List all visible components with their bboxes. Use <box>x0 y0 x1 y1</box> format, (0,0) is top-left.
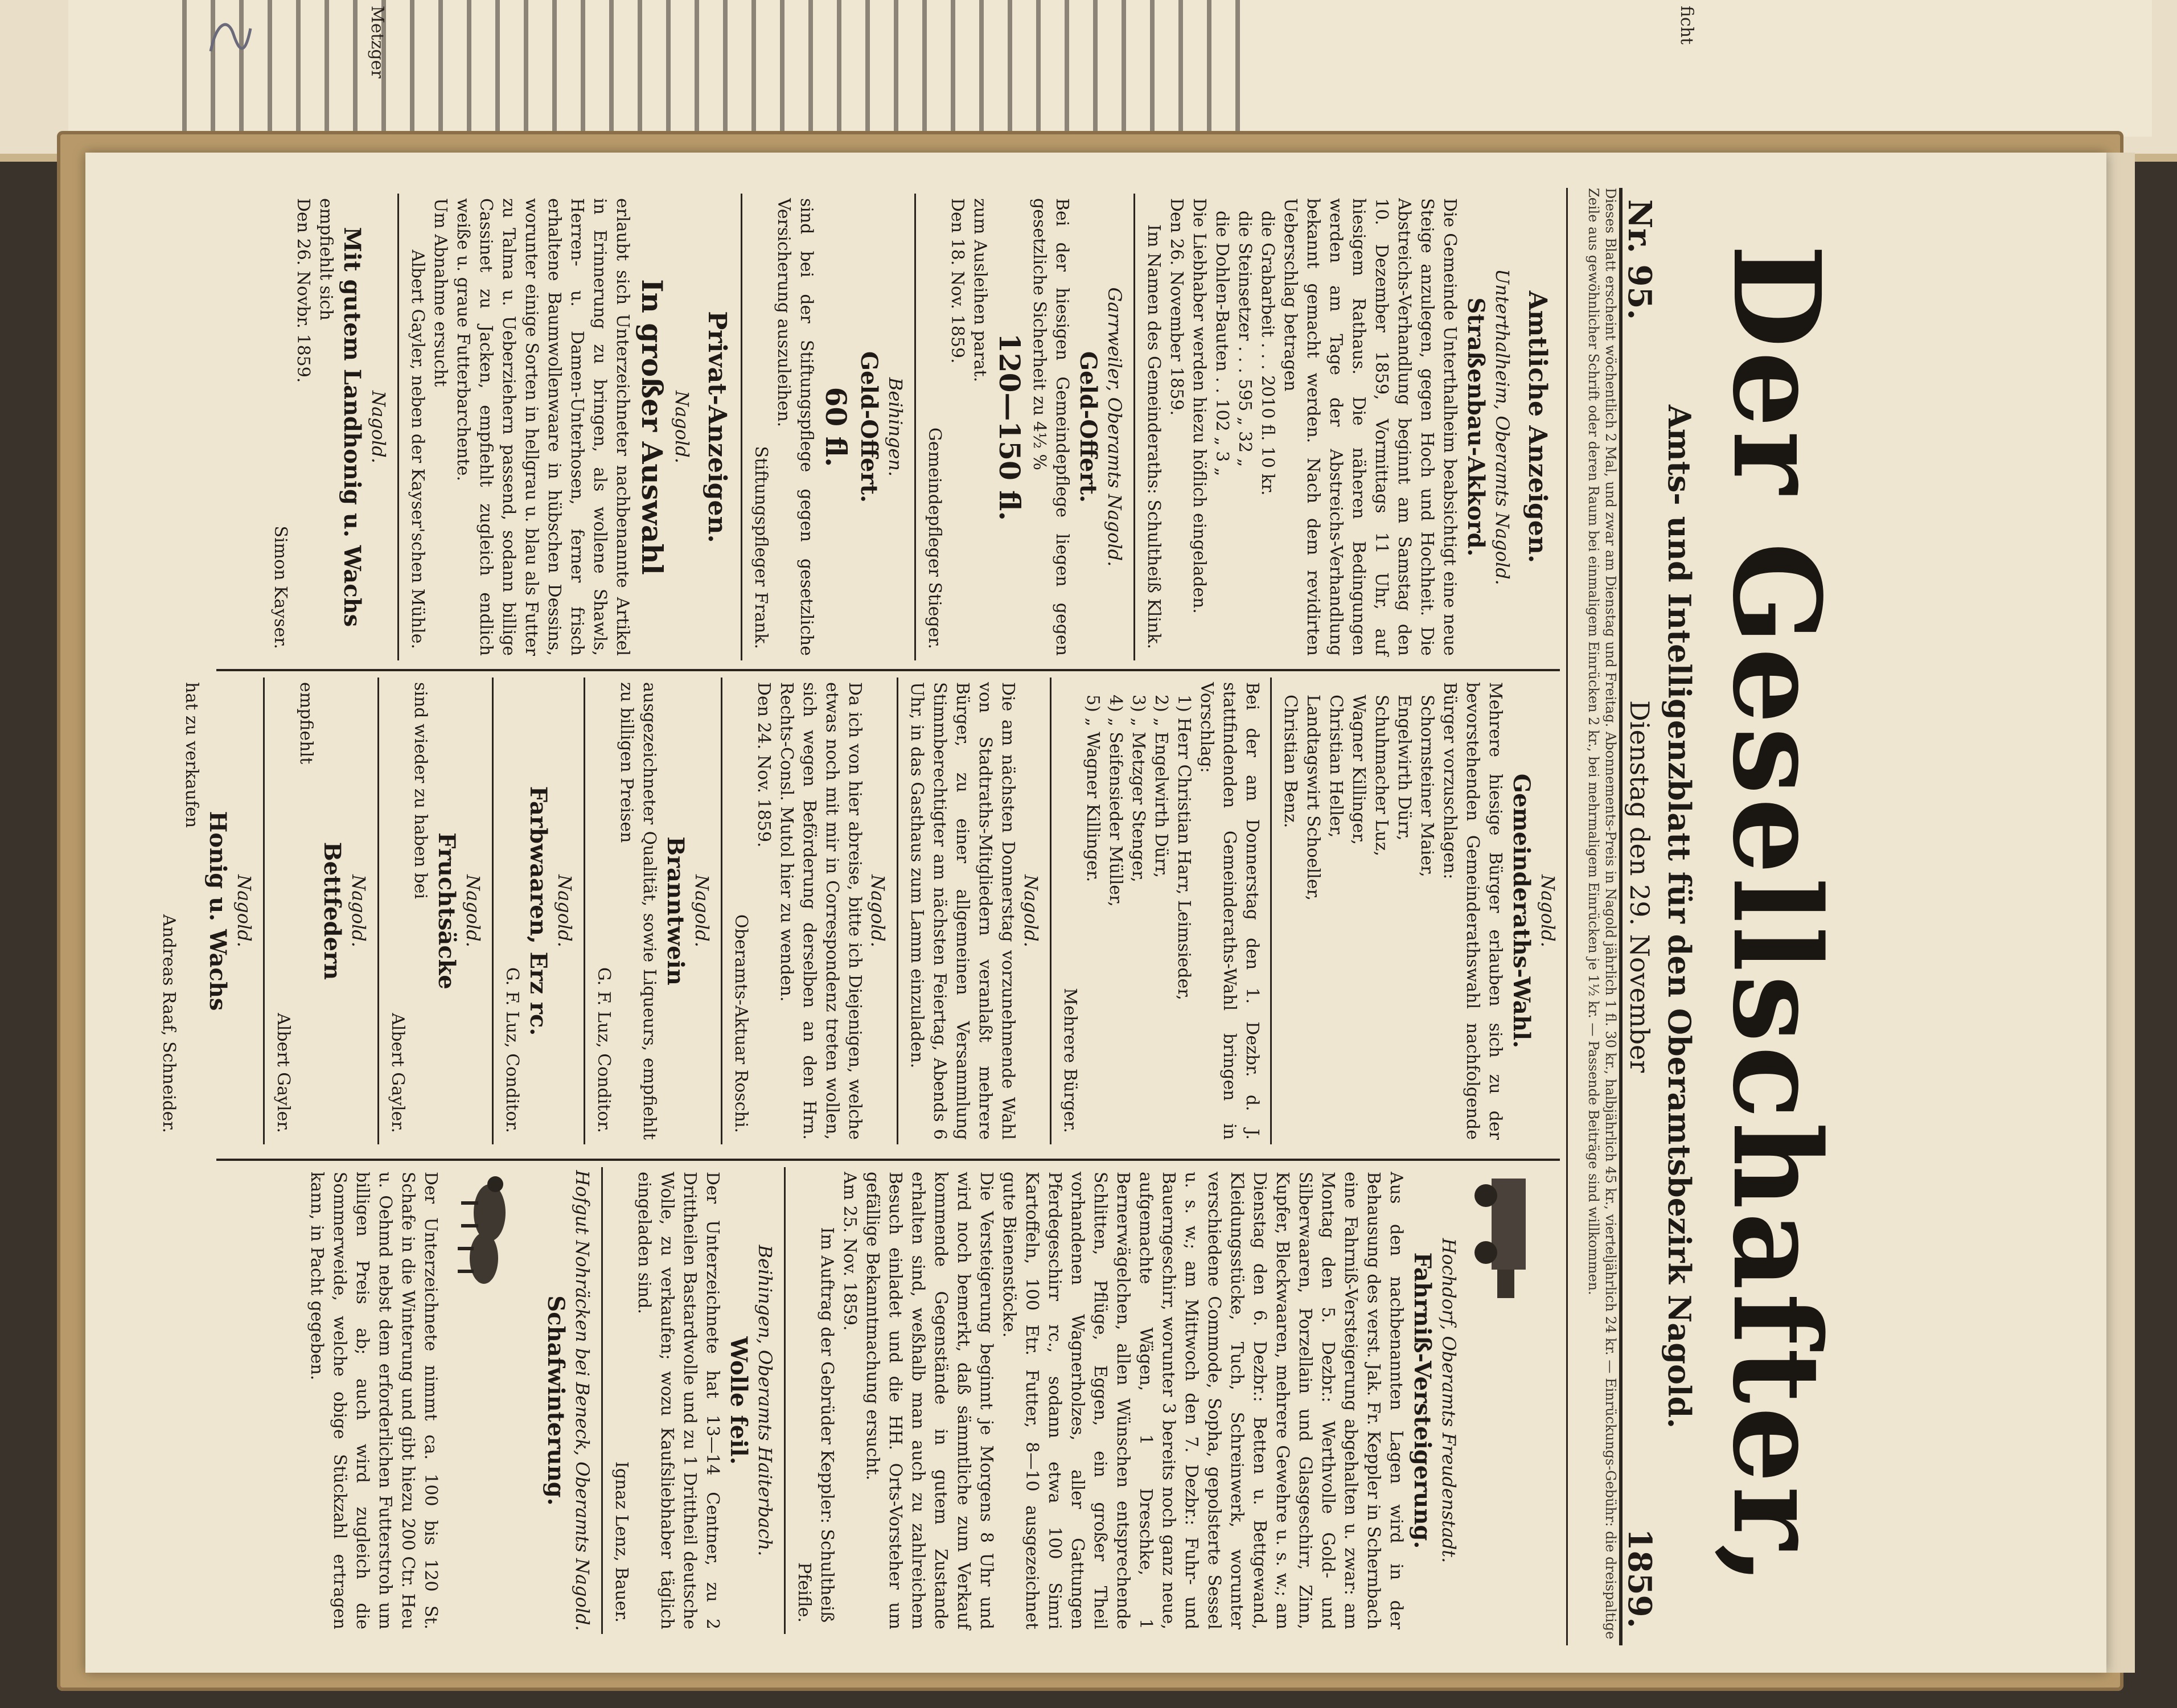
notice-place: Nagold. <box>233 874 255 947</box>
notice-text: Die Versteigerung beginnt je Morgens 8 Uhr und wird noch bemerkt, daß sämmtliche zum Verkauf kommende Gegenstände in gutem Zustande erhalten sind, weßhalb man auch zu zahlreichem Besuch einladet und die HH. Orts-Vorsteher um gefällige Bekanntmachung ersucht. <box>862 1172 996 1629</box>
notice-signature: Andreas Raaf, Schneider. <box>159 914 179 1133</box>
notice-signature: Simon Kayser. <box>270 525 290 649</box>
notice-heading: Geld-Offert. <box>1075 351 1102 503</box>
notice-text: sind wieder zu haben bei <box>410 682 430 900</box>
newspaper-subtitle: Amts- und Intelligenzblatt für den Oberamtsbezirk Nagold. <box>1661 404 1698 1429</box>
previous-page-fragment: Metzger <box>367 6 387 79</box>
notice-text: Bei der am Donnerstag den 1. Dezbr. d. J. stattfindenden Gemeinderaths-Wahl bringen in Vorschlag: <box>1197 682 1262 1140</box>
notice-signature: Albert Gayler. <box>273 1013 293 1133</box>
notice-text: Da ich von hier abreise, bitte ich Diejenigen, welche etwas noch mit mir in Correspondenz treten wollen, sich wegen Beförderung derselben an den Hrn. Rechts-Consl. Mutol hier zu wenden. <box>777 682 865 1140</box>
candidate: 5) „ Wagner Killinger. <box>1083 695 1103 882</box>
dateline <box>1619 188 1657 1645</box>
masthead <box>1585 188 1856 1645</box>
notice-signature: G. F. Luz, Conditor. <box>502 967 522 1133</box>
newspaper-page <box>85 153 2106 1673</box>
notice-text: Bei der hiesigen Gemeindepflege liegen gegen gesetzliche Sicherheit zu 4½ % <box>1029 198 1072 656</box>
issue-number: Nr. 95. <box>1621 199 1658 320</box>
notice-text: sind bei der Stiftungspflege gegen gesetzliche Versicherung auszuleihen. <box>774 198 816 656</box>
notice-date: Am 25. Nov. 1859. <box>840 1172 860 1331</box>
column-1 <box>216 194 1560 660</box>
notice-date: Den 26. November 1859. <box>1166 198 1186 416</box>
candidate: Schornsteiner Maier, <box>1417 695 1437 877</box>
candidate: 4) „ Seifensieder Müller, <box>1106 695 1126 907</box>
notice-text: Die Liebhaber werden hiezu höflich eingeladen. <box>1189 198 1209 614</box>
notice-heading: Honig u. Wachs <box>204 811 231 1011</box>
divider <box>721 678 722 1144</box>
cost-item: die Steinsetzer . . . 595 „ 32 „ <box>1235 211 1255 467</box>
notice-text: Der Unterzeichnete nimmt ca. 100 bis 120 St. Schafe in die Winterung und gibt hiezu 200 Ctr. Heu u. Oehmd nebst dem erforderlichen Futterstroh um billigen Preis ab; auch wird zugleich die Sommerweide, welche obige Stückzahl ertragen kann, in Pacht gegeben. <box>307 1172 441 1629</box>
rotated-page-content <box>159 188 1856 1645</box>
candidate: Christian Heller, <box>1326 695 1346 838</box>
notice-heading: Fruchtsäcke <box>433 832 460 990</box>
notice-place: Nagold. <box>671 391 693 463</box>
notice-place: Nagold. <box>867 874 889 947</box>
notice-place: Beihingen, Oberamts Haiterbach. <box>754 1245 776 1557</box>
notice-signature: Albert Gayler, neben der Kayser'schen Mühle. <box>408 249 428 649</box>
notice-place: Nagold. <box>1537 874 1559 947</box>
notice-heading: Farbwaaren, Erz rc. <box>525 786 552 1036</box>
notice-place: Beihingen. <box>885 377 906 477</box>
sheep-icon <box>450 1167 535 1304</box>
divider <box>377 678 379 1144</box>
section-heading-private: Privat-Anzeigen. <box>703 311 732 543</box>
column-rule <box>216 1159 1560 1161</box>
notice-place: Hochdorf, Oberamts Freudenstadt. <box>1438 1238 1460 1563</box>
notice-place: Nagold. <box>368 391 389 463</box>
cost-item: die Dohlen-Bauten . . 102 „ 3 „ <box>1212 211 1232 477</box>
candidate: Landtagswirt Schoeller, <box>1303 695 1323 901</box>
notice-heading: Wolle feil. <box>725 1336 752 1465</box>
previous-page-fragment-2: ficht <box>1677 6 1697 45</box>
amount: 120—150 fl. <box>993 333 1026 521</box>
divider <box>492 678 494 1144</box>
notice-heading: In großer Auswahl <box>635 279 669 575</box>
column-rule <box>216 669 1560 671</box>
notice-heading: Mit gutem Landhonig u. Wachs <box>339 227 365 627</box>
notice-text: ausgezeichneter Qualität, sowie Liqueurs, empfiehlt zu billigen Preisen <box>617 682 659 1140</box>
issue-date: Dienstag den 29. November <box>1624 700 1655 1073</box>
issue-year: 1859. <box>1621 1528 1658 1628</box>
notice-signature: Stiftungspfleger Frank. <box>751 446 771 649</box>
notice-signature: Im Auftrag der Gebrüder Keppler: Schultheiß Pfeifle. <box>794 1227 837 1623</box>
notice-signature: G. F. Luz, Conditor. <box>594 967 614 1133</box>
candidate: Wagner Killinger, <box>1349 695 1369 845</box>
notice-place: Nagold. <box>462 874 484 947</box>
notice-heading: Fahrniß-Versteigerung. <box>1409 1252 1436 1549</box>
notice-heading: Geld-Offert. <box>856 351 882 503</box>
subscription-notice: Dieses Blatt erscheint wöchentlich 2 Mal, und zwar am Dienstag und Freitag. Abonnements-Preis in Nagold jährlich 1 fl. 30 kr., halbjährlich 45 kr., vierteljährlich 24 kr. — Einrückungs-Gebühr: die dreispaltige Zeile aus gewöhnlicher Schrift oder deren Raum bei einmaligem Einrücken 2 kr., bei mehrmaligem Einrücken je 1½ kr. — Passende Beiträge sind willkommen. <box>1566 188 1619 1645</box>
divider <box>1133 194 1135 660</box>
notice-date: Den 18. Nov. 1859. <box>947 198 967 364</box>
notice-place: Nagold. <box>348 874 369 947</box>
notice-text: empfiehlt <box>296 682 316 765</box>
notice-text: empfiehlt sich <box>316 198 336 321</box>
notice-signature: Im Namen des Gemeinderaths: Schultheiß Klink. <box>1144 224 1164 649</box>
divider <box>1270 678 1272 1144</box>
candidate-list <box>1279 695 1438 1144</box>
divider <box>1050 678 1051 1144</box>
notice-date: Den 24. Nov. 1859. <box>754 682 774 848</box>
divider <box>584 678 585 1144</box>
amount: 60 fl. <box>819 387 853 467</box>
notice-place: Unterthalheim, Oberamts Nagold. <box>1492 269 1513 585</box>
notice-text: zum Ausleihen parat. <box>970 198 990 383</box>
notice-place: Garrweiler, Oberamts Nagold. <box>1104 287 1126 567</box>
auction-wagon-icon <box>1469 1167 1554 1304</box>
candidate-list <box>1081 695 1195 1144</box>
notice-date: Den 26. Novbr. 1859. <box>293 198 313 383</box>
divider <box>263 678 265 1144</box>
notice-text: Mehrere hiesige Bürger erlauben sich zu der bevorstehenden Gemeinderathswahl nachfolgende Bürger vorzuschlagen: <box>1440 682 1505 1140</box>
notice-text: Der Unterzeichnete hat 13—14 Centner, zu 2 Drittheilen Bastardwolle und zu 1 Drittheil deutsche Wolle, zu verkaufen; wozu Kaufsliebhaber täglich eingeladen sind. <box>634 1172 722 1629</box>
notice-text: Die Gemeinde Unterthalheim beabsichtigt eine neue Steige anzulegen, gegen Hoch und Hochheit. Die Abstreichs-Verhandlung beginnt am Samstag den 10. Dezember 1859, Vormittags 11 Uhr, auf hiesigem Rathaus. Die näheren Bedingungen werden am Tage der Abstreichs-Verhandlung bekannt gemacht werden. Nach dem revidirten Ueberschlag betragen <box>1280 198 1460 656</box>
notice-text: Um Abnahme ersucht <box>430 198 450 387</box>
candidate: 2) „ Engelwirth Dürr, <box>1151 695 1171 878</box>
notice-place: Hofgut Nohräcken bei Beneck, Oberamts Nagold. <box>572 1170 593 1631</box>
divider <box>601 1167 603 1634</box>
notice-heading: Straßenbau-Akkord. <box>1463 297 1489 557</box>
notice-signature: Ignaz Lenz, Bauer. <box>611 1461 631 1623</box>
candidate: Christian Benz. <box>1280 695 1300 828</box>
candidate: Engelwirth Dürr, <box>1394 695 1414 841</box>
notice-place: Nagold. <box>554 874 576 947</box>
column-3 <box>216 1167 1560 1634</box>
notice-signature: Gemeindepfleger Stieger. <box>925 427 944 649</box>
divider <box>897 678 898 1144</box>
divider <box>397 194 399 660</box>
column-2 <box>159 678 1560 1144</box>
notice-place: Nagold. <box>1020 874 1042 947</box>
notice-heading: Schafwinterung. <box>543 1295 569 1506</box>
notice-text: Die am nächsten Donnerstag vorzunehmende Wahl von Stadtraths-Mitgliedern veranlaßt mehrere Bürger, zu einer allgemeinen Versammlung Stimmberechtigter am nächsten Feiertag, Abends 6 Uhr, in das Gasthaus zum Lamm einzuladen. <box>907 682 1018 1140</box>
notice-text: hat zu verkaufen <box>182 682 202 828</box>
cost-list <box>1210 211 1279 660</box>
notice-text: Aus den nachbenannten Lagen wird in der Behausung des verst. Jak. Fr. Keppler in Schernbach eine Fahrniß-Versteigerung abgehalten u. zwar: am Montag den 5. Dezbr.: Werthvolle Gold- und Silberwaaren, Porzellain und Glasgeschirr, Zinn, Kupfer, Bleckwaaren, mehrere Gewehre u. s. w.; am Dienstag den 6. Dezbr.: Betten u. Bettgewand, Kleidungsstücke, Tuch, Schreinwerk, worunter verschiedene Commode, Sopha, gepolsterte Sessel u. s. w.; am Mittwoch den 7. Dezbr.: Fuhr- und Bauerngeschirr, worunter 3 bereits noch ganz neue, aufgemachte Wägen, 1 Dreschke, 1 Bernerwägelchen, allen Wünschen entsprechende Schlitten, Pflüge, Eggen, ein großer Theil vorhandenen Wagnerholzes, aller Gattungen Pferdegeschirr rc., sodann etwa 100 Simri Kartoffeln, 100 Etr. Futter, 8—10 ausgezeichnet gute Bienenstöcke. <box>999 1172 1406 1629</box>
notice-signature: Mehrere Bürger. <box>1060 988 1080 1133</box>
candidate: Schuhmacher Luz, <box>1371 695 1391 856</box>
candidate: 1) Herr Christian Harr, Leimsieder, <box>1174 695 1194 1000</box>
candidate: 3) „ Metzger Stenger, <box>1128 695 1148 882</box>
notice-signature: Oberamts-Aktuar Roschi. <box>731 914 751 1133</box>
notice-heading: Gemeinderaths-Wahl. <box>1508 773 1535 1049</box>
notice-heading: Bettfedern <box>319 841 346 980</box>
notice-place: Nagold. <box>691 874 713 947</box>
divider <box>741 194 742 660</box>
notice-text: erlaubt sich Unterzeichneter nachbenannte Artikel in Erinnerung zu bringen, als wollene Shawls, Herren- u. Damen-Unterhosen, ferner frisch erhaltene Baumwollenwaare in hübschen Dessins, worunter einige Sorten in hellgrau u. blau als Futter zu Talma u. Ueberziehern passend, sodann billige Cassinet zu Jacken, empfiehlt zugleich endlich weiße u. graue Futterbarchente. <box>453 198 632 656</box>
notice-signature: Albert Gayler. <box>388 1013 408 1133</box>
divider <box>784 1167 786 1634</box>
divider <box>914 194 916 660</box>
notice-heading: Branntwein <box>662 836 689 986</box>
section-heading-official: Amtliche Anzeigen. <box>1523 290 1552 564</box>
newspaper-title: Der Gesellschafter, <box>1706 244 1847 1590</box>
cost-item: die Grabarbeit . . . 2010 fl. 10 kr. <box>1258 211 1278 496</box>
